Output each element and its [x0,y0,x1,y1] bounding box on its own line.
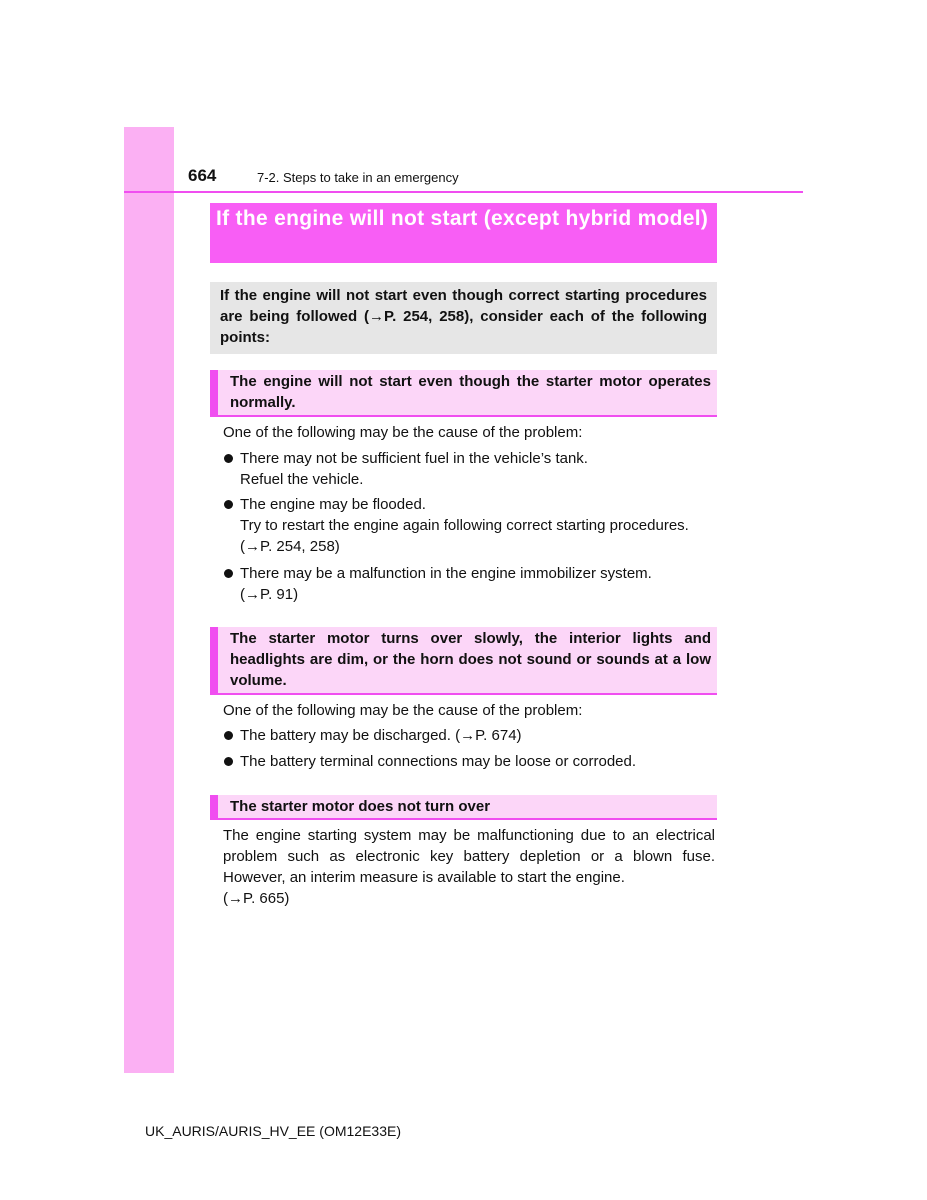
list-item [223,751,715,772]
list-item-line: The engine may be flooded. [240,496,426,513]
list-item-line: There may be a malfunction in the engine immobilizer system. [240,565,652,582]
list-item [223,563,715,605]
list-item-line: There may not be sufficient fuel in the vehicle’s tank. [240,450,588,467]
list-item-line: The battery may be discharged. (→P. 674) [240,727,522,744]
list-item [223,494,715,557]
section-lead: One of the following may be the cause of the problem: [223,424,583,441]
bullet-icon [224,569,233,578]
section-lead: One of the following may be the cause of the problem: [223,702,583,719]
header-divider [124,191,803,193]
bullet-icon [224,757,233,766]
section-breadcrumb: 7-2. Steps to take in an emergency [257,170,459,185]
page-reference: (→P. 665) [223,890,290,907]
section-heading-starter-no-turn: The starter motor does not turn over [210,795,717,820]
list-item-line: Refuel the vehicle. [240,471,364,488]
bullet-icon [224,454,233,463]
list-item-line: Try to restart the engine again following correct starting procedures. [240,517,689,534]
list-item [223,725,715,746]
list-item-line: (→P. 91) [240,586,299,603]
list-item-line: (→P. 254, 258) [240,538,340,555]
page-number: 664 [188,166,217,185]
section-heading-starter-normal: The engine will not start even though the starter motor operates normally. [210,370,717,417]
bullet-icon [224,500,233,509]
section-heading-starter-slow: The starter motor turns over slowly, the interior lights and headlights are dim, or the horn does not sound or sounds at a low volume. [210,627,717,695]
bullet-icon [224,731,233,740]
intro-note: If the engine will not start even though correct starting procedures are being followed (→P. 254, 258), consider each of the following points: [210,282,717,354]
document-code-footer: UK_AURIS/AURIS_HV_EE (OM12E33E) [145,1123,401,1139]
section-paragraph: The engine starting system may be malfunctioning due to an electrical problem such as electronic key battery depletion or a blown fuse. However, an interim measure is available to start the engine. [223,827,715,886]
page-title: If the engine will not start (except hybrid model) [210,203,717,263]
chapter-tab-band [124,127,174,1073]
list-item [223,448,715,490]
list-item-line: The battery terminal connections may be loose or corroded. [240,753,637,770]
